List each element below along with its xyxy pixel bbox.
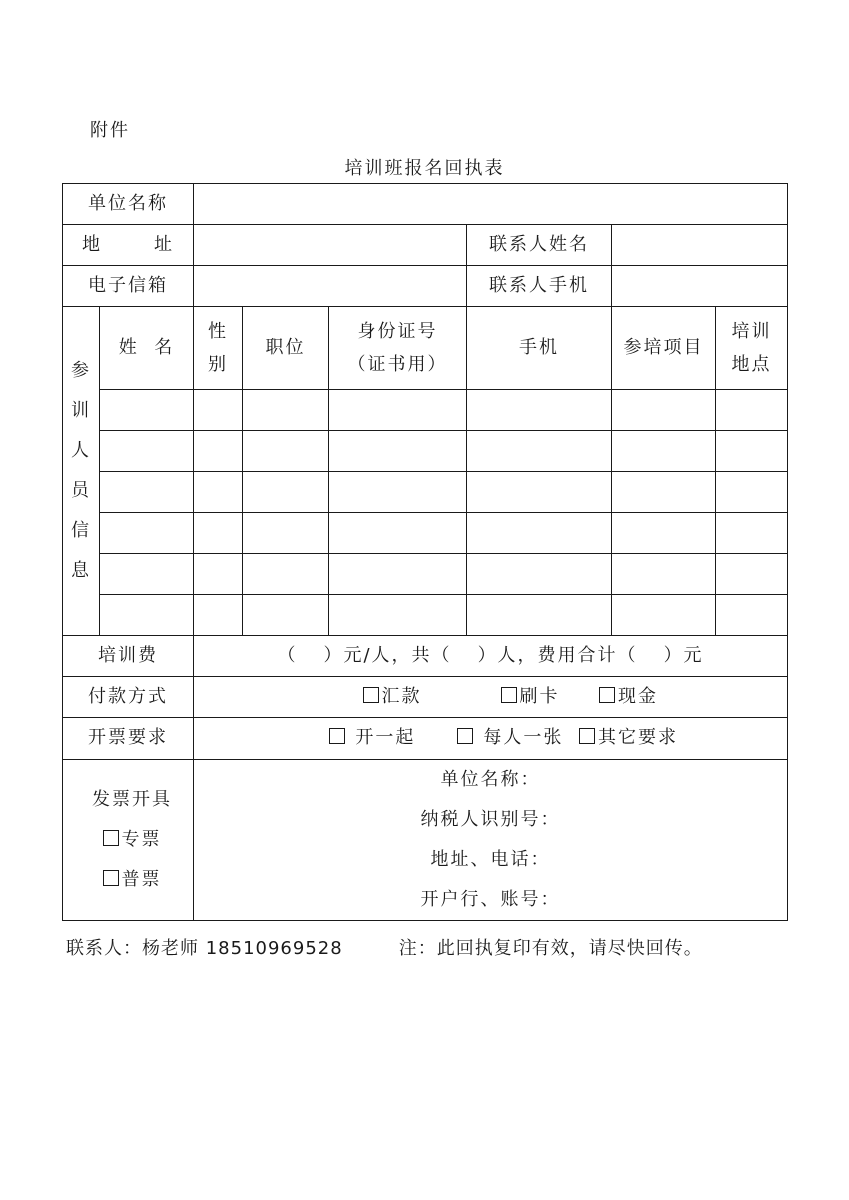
participant-id-cell[interactable] xyxy=(329,512,467,553)
invoice-type-special[interactable]: 专票 xyxy=(71,820,193,860)
participant-position-cell[interactable] xyxy=(243,512,329,553)
participant-position-cell[interactable] xyxy=(243,430,329,471)
participant-position-cell[interactable] xyxy=(243,471,329,512)
payment-option-cash[interactable]: 现金 xyxy=(599,686,658,709)
contact-phone-field[interactable] xyxy=(612,266,788,307)
contact-phone-label: 联系人手机 xyxy=(467,266,612,307)
participant-project-cell[interactable] xyxy=(612,595,716,636)
participant-gender-cell[interactable] xyxy=(194,512,243,553)
participant-location-cell[interactable] xyxy=(716,512,788,553)
table-row xyxy=(63,430,788,471)
checkbox-icon[interactable] xyxy=(363,687,379,703)
participant-name-cell[interactable] xyxy=(100,389,194,430)
participant-gender-cell[interactable] xyxy=(194,595,243,636)
invoice-option-other[interactable]: 其它要求 xyxy=(579,727,678,750)
checkbox-icon[interactable] xyxy=(599,687,615,703)
participant-position-cell[interactable] xyxy=(243,553,329,594)
invoice-bank-account: 开户行、账号： xyxy=(420,888,561,910)
participant-phone-cell[interactable] xyxy=(467,430,612,471)
unit-name-label: 单位名称 xyxy=(63,184,194,225)
participant-location-cell[interactable] xyxy=(716,389,788,430)
participant-phone-cell[interactable] xyxy=(467,389,612,430)
payment-option-card[interactable]: 刷卡 xyxy=(461,686,599,709)
participant-gender-cell[interactable] xyxy=(194,471,243,512)
form-title: 培训班报名回执表 xyxy=(344,158,505,179)
fee-label: 培训费 xyxy=(63,636,194,677)
participant-position-cell[interactable] xyxy=(243,595,329,636)
invoice-option-per-person[interactable]: 每人一张 xyxy=(441,727,579,750)
invoice-unit-name: 单位名称： xyxy=(440,768,541,790)
participant-phone-cell[interactable] xyxy=(467,595,612,636)
attachment-label: 附件 xyxy=(90,120,130,141)
participants-section-label: 参 训 人 员 信 息 xyxy=(63,307,100,636)
payment-options xyxy=(194,677,788,718)
contact-name-label: 联系人姓名 xyxy=(467,225,612,266)
address-label: 地 址 xyxy=(63,225,194,266)
participant-phone-cell[interactable] xyxy=(467,512,612,553)
invoice-taxpayer-id: 纳税人识别号： xyxy=(420,808,561,830)
participant-location-cell[interactable] xyxy=(716,430,788,471)
header-project: 参培项目 xyxy=(612,307,716,389)
unit-name-field[interactable] xyxy=(194,184,788,225)
checkbox-icon[interactable] xyxy=(457,728,473,744)
table-row xyxy=(63,471,788,512)
table-row xyxy=(63,553,788,594)
invoice-type-general[interactable]: 普票 xyxy=(71,860,193,900)
table-row xyxy=(63,512,788,553)
participant-id-cell[interactable] xyxy=(329,553,467,594)
participant-name-cell[interactable] xyxy=(100,553,194,594)
registration-form-table xyxy=(62,183,788,921)
table-row xyxy=(63,389,788,430)
participant-id-cell[interactable] xyxy=(329,595,467,636)
participant-gender-cell[interactable] xyxy=(194,430,243,471)
fee-line[interactable]: （ ）元/人，共（ ）人，费用合计（ ）元 xyxy=(194,636,788,677)
header-phone: 手机 xyxy=(467,307,612,389)
participant-project-cell[interactable] xyxy=(612,389,716,430)
participant-name-cell[interactable] xyxy=(100,512,194,553)
participant-name-cell[interactable] xyxy=(100,471,194,512)
invoice-issue-label: 发票开具 xyxy=(92,788,172,810)
participant-position-cell[interactable] xyxy=(243,389,329,430)
participant-gender-cell[interactable] xyxy=(194,389,243,430)
checkbox-icon[interactable] xyxy=(103,830,119,846)
participant-project-cell[interactable] xyxy=(612,471,716,512)
participant-phone-cell[interactable] xyxy=(467,471,612,512)
invoice-option-together[interactable]: 开一起 xyxy=(303,727,441,750)
invoice-details-cell[interactable] xyxy=(194,759,788,920)
participant-id-cell[interactable] xyxy=(329,471,467,512)
participant-phone-cell[interactable] xyxy=(467,553,612,594)
participant-project-cell[interactable] xyxy=(612,553,716,594)
contact-name-field[interactable] xyxy=(612,225,788,266)
invoice-requirement-label: 开票要求 xyxy=(63,718,194,759)
header-id-number: 身份证号 （证书用） xyxy=(329,307,467,389)
participant-id-cell[interactable] xyxy=(329,389,467,430)
table-row xyxy=(63,595,788,636)
checkbox-icon[interactable] xyxy=(329,728,345,744)
participant-project-cell[interactable] xyxy=(612,512,716,553)
participant-location-cell[interactable] xyxy=(716,553,788,594)
footer xyxy=(66,934,703,960)
participant-name-cell[interactable] xyxy=(100,430,194,471)
checkbox-icon[interactable] xyxy=(579,728,595,744)
header-name: 姓 名 xyxy=(100,307,194,389)
email-label: 电子信箱 xyxy=(63,266,194,307)
checkbox-icon[interactable] xyxy=(501,687,517,703)
footer-contact: 联系人：杨老师 18510969528 xyxy=(66,938,343,959)
participant-name-cell[interactable] xyxy=(100,595,194,636)
participant-id-cell[interactable] xyxy=(329,430,467,471)
participant-gender-cell[interactable] xyxy=(194,553,243,594)
invoice-address-phone: 地址、电话： xyxy=(430,848,551,870)
participant-project-cell[interactable] xyxy=(612,430,716,471)
header-location: 培训 地点 xyxy=(716,307,788,389)
participant-location-cell[interactable] xyxy=(716,595,788,636)
footer-note: 注：此回执复印有效，请尽快回传。 xyxy=(398,938,703,959)
invoice-requirement-options xyxy=(194,718,788,759)
header-gender: 性 别 xyxy=(194,307,243,389)
payment-option-transfer[interactable]: 汇款 xyxy=(323,686,461,709)
payment-label: 付款方式 xyxy=(63,677,194,718)
email-field[interactable] xyxy=(194,266,467,307)
invoice-issue-cell xyxy=(63,759,194,920)
address-field[interactable] xyxy=(194,225,467,266)
participant-location-cell[interactable] xyxy=(716,471,788,512)
checkbox-icon[interactable] xyxy=(103,870,119,886)
header-position: 职位 xyxy=(243,307,329,389)
